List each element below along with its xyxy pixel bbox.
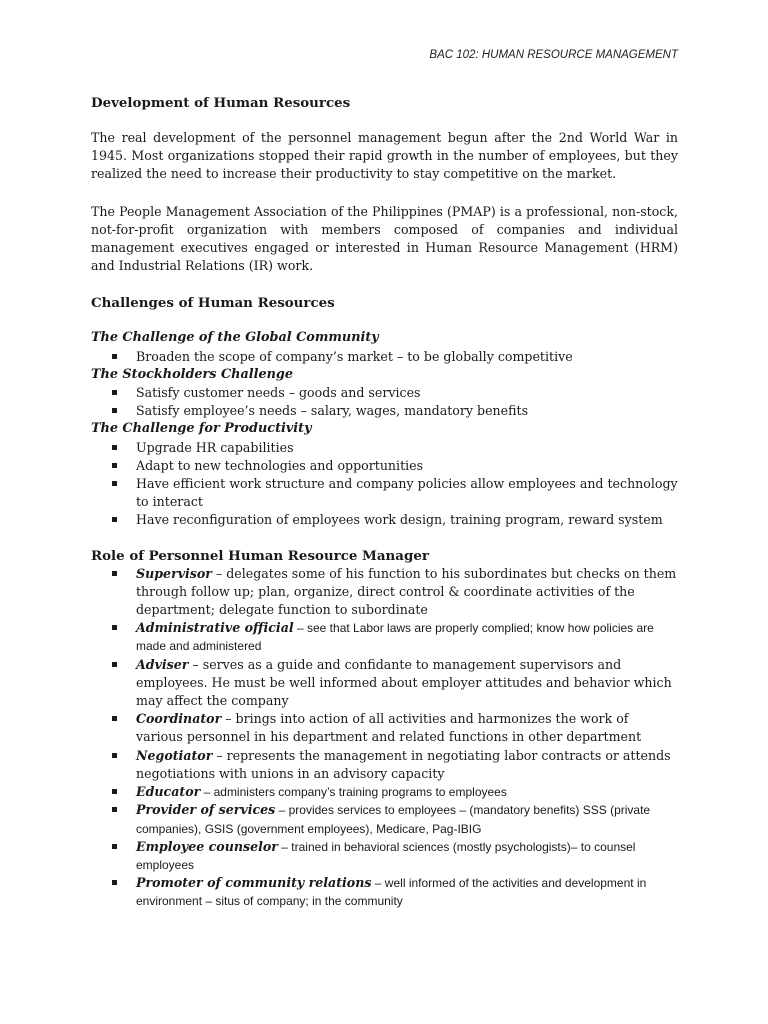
bullet-icon <box>112 354 117 359</box>
list-item: Have efficient work structure and company policies allow employees and technology to interact <box>91 475 678 511</box>
paragraph-pmap: The People Management Association of the Philippines (PMAP) is a professional, non-stock, not-for-profit organization with members composed of companies and individual management executives engaged or interested in Human Resource Management (HRM) and Industrial Relations (IR) work. <box>91 203 678 274</box>
section-title-development: Development of Human Resources <box>91 95 351 111</box>
bullet-icon <box>112 408 117 413</box>
role-item <box>91 838 678 874</box>
bullet-icon <box>112 753 117 758</box>
role-desc: – administers company’s training programs to employees <box>200 785 507 800</box>
running-header: BAC 102: HUMAN RESOURCE MANAGEMENT <box>429 49 678 61</box>
list-item: Adapt to new technologies and opportunities <box>91 457 678 475</box>
role-desc: – trained in behavioral sciences (mostly psychologists)– to counsel employees <box>136 839 636 872</box>
role-term: Negotiator <box>136 747 213 763</box>
role-desc: – delegates some of his function to his subordinates but checks on them through follow up; plan, organize, direct control & coordinate activities of the department; delegate function to subordinate <box>136 565 677 618</box>
challenge-list <box>91 439 678 530</box>
bullet-icon <box>112 390 117 395</box>
role-item <box>91 619 678 655</box>
role-item <box>91 747 678 783</box>
document-content <box>91 94 678 911</box>
bullet-icon <box>112 844 117 849</box>
challenge-heading: The Challenge of the Global Community <box>91 330 379 346</box>
section-gap <box>91 530 678 547</box>
role-term: Administrative official <box>136 620 294 636</box>
role-desc: – provides services to employees – (mandatory benefits) SSS (private companies), GSIS (government employees), Medicare, Pag-IBIG <box>136 803 651 836</box>
role-item <box>91 783 678 801</box>
section-title-challenges: Challenges of Human Resources <box>91 295 335 312</box>
bullet-icon <box>112 481 117 486</box>
bullet-icon <box>112 807 117 812</box>
role-desc: – well informed of the activities and development in environment – situs of company; in the community <box>136 876 647 909</box>
role-desc: – see that Labor laws are properly complied; know how policies are made and administered <box>136 621 654 654</box>
list-item: Upgrade HR capabilities <box>91 439 678 457</box>
challenge-list <box>91 348 678 366</box>
challenge-group-productivity <box>91 420 678 529</box>
bullet-icon <box>112 880 117 885</box>
challenge-heading: The Challenge for Productivity <box>91 421 312 437</box>
role-desc: – represents the management in negotiating labor contracts or attends negotiations with unions in an advisory capacity <box>136 747 671 781</box>
list-item: Satisfy customer needs – goods and services <box>91 384 678 402</box>
list-item: Broaden the scope of company’s market – to be globally competitive <box>91 348 678 366</box>
challenge-list <box>91 384 678 420</box>
bullet-icon <box>112 662 117 667</box>
bullet-icon <box>112 716 117 721</box>
role-item <box>91 801 678 837</box>
role-item <box>91 656 678 711</box>
role-term: Provider of services <box>136 802 276 818</box>
role-item <box>91 710 678 746</box>
role-term: Educator <box>136 784 201 800</box>
role-term: Supervisor <box>136 565 212 581</box>
bullet-icon <box>112 789 117 794</box>
role-list <box>91 565 678 911</box>
list-item: Satisfy employee’s needs – salary, wages, mandatory benefits <box>91 402 678 420</box>
section-title-roles: Role of Personnel Human Resource Manager <box>91 547 429 564</box>
role-term: Employee counselor <box>136 838 278 854</box>
list-item: Have reconfiguration of employees work design, training program, reward system <box>91 511 678 529</box>
role-item <box>91 565 678 620</box>
challenge-heading: The Stockholders Challenge <box>91 366 294 382</box>
bullet-icon <box>112 445 117 450</box>
challenge-group-stockholders <box>91 366 678 421</box>
role-item <box>91 874 678 910</box>
bullet-icon <box>112 463 117 468</box>
role-term: Promoter of community relations <box>136 875 372 891</box>
paragraph-development: The real development of the personnel management begun after the 2nd World War in 1945. Most organizations stopped their rapid growth in the number of employees, but they realized the need to increase their productivity to stay competitive on the market. <box>91 130 678 182</box>
challenge-group-global <box>91 329 678 365</box>
role-term: Adviser <box>136 656 189 672</box>
bullet-icon <box>112 571 117 576</box>
role-desc: – brings into action of all activities and harmonizes the work of various personnel in his department and related functions in other department <box>136 711 642 745</box>
bullet-icon <box>112 517 117 522</box>
bullet-icon <box>112 625 117 630</box>
role-desc: – serves as a guide and confidante to management supervisors and employees. He must be well informed about employer attitudes and behavior which may affect the company <box>136 656 672 709</box>
role-term: Coordinator <box>136 711 222 727</box>
